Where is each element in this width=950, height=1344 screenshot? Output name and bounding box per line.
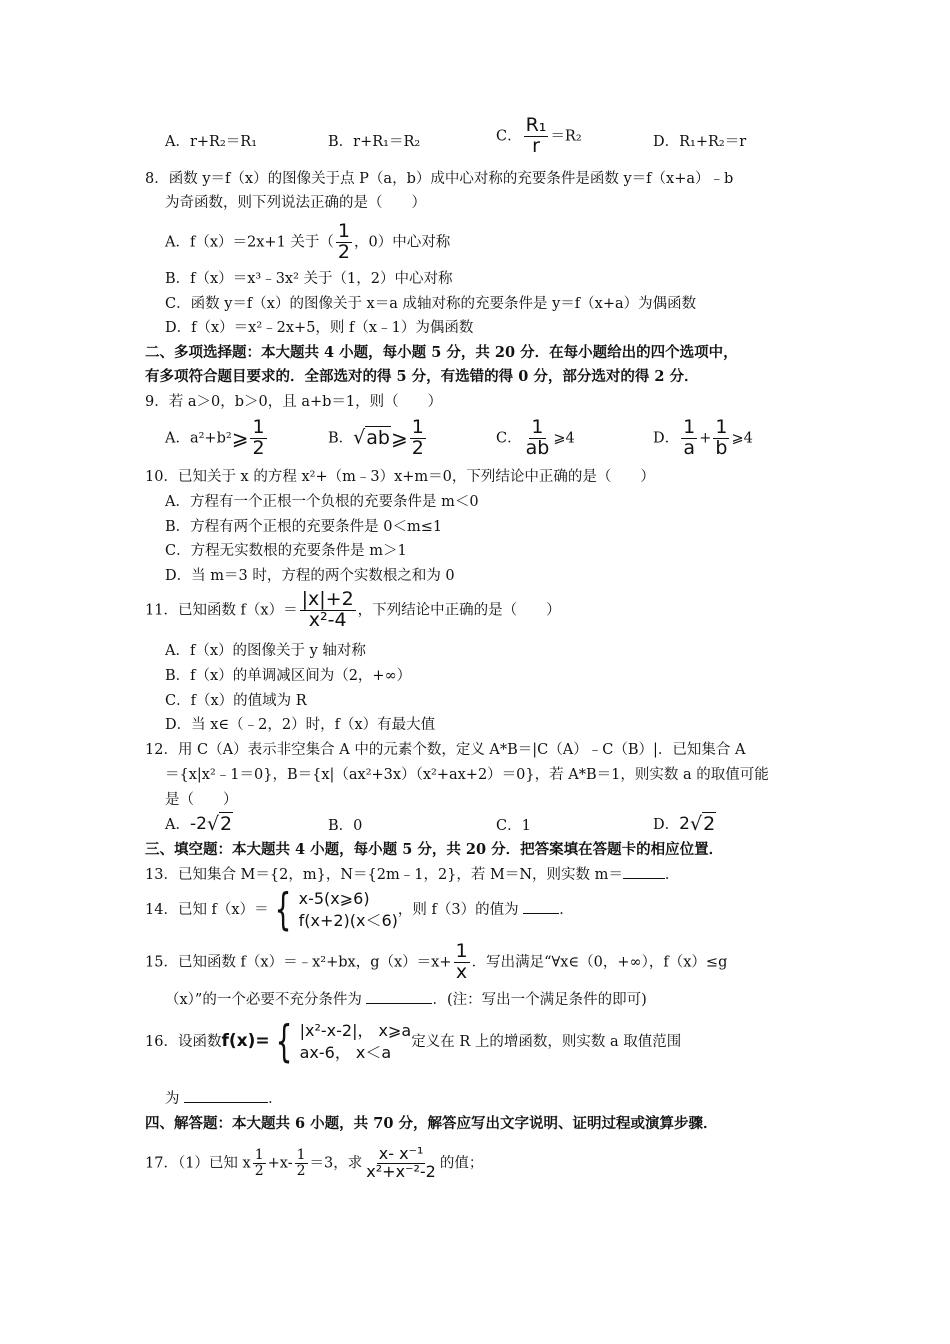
q9-option-b bbox=[328, 418, 428, 459]
q9-a-rel: ⩾ bbox=[231, 425, 249, 450]
q14-case1: x-5(x⩾6) bbox=[298, 889, 370, 909]
q17-den1: 2 bbox=[254, 1162, 264, 1179]
q14-answer-blank[interactable] bbox=[523, 913, 559, 914]
q9-c-prefix: C． bbox=[496, 430, 522, 447]
q12-stem-line1: 12．用 C（A）表示非空集合 A 中的元素个数，定义 A*B＝|C（A）﹣C（B）|．已知集合 A bbox=[145, 742, 746, 758]
q9-c-num: 1 bbox=[531, 416, 544, 438]
q7-c-suffix: ＝R₂ bbox=[550, 128, 582, 145]
q8-option-d: D．f（x）＝x²﹣2x+5，则 f（x﹣1）为偶函数 bbox=[165, 320, 474, 336]
q12-option-d bbox=[653, 813, 716, 837]
q10-option-d: D．当 m＝3 时，方程的两个实数根之和为 0 bbox=[165, 568, 455, 584]
q9-b-den: 2 bbox=[411, 436, 424, 459]
q16-case2: ax-6， x＜a bbox=[299, 1043, 392, 1062]
q12-d-prefix: D． bbox=[653, 816, 680, 833]
q9-b-num: 1 bbox=[411, 416, 424, 438]
q7-c-num: R₁ bbox=[525, 114, 547, 136]
q12-d-radicand: 2 bbox=[703, 813, 716, 835]
q11-option-b: B．f（x）的单调减区间为（2，+∞） bbox=[165, 668, 412, 684]
q17-num1: 1 bbox=[254, 1147, 264, 1164]
q15-answer-blank[interactable] bbox=[366, 1003, 432, 1004]
q9-d-num1: 1 bbox=[683, 416, 696, 438]
q7-option-d: D．R₁+R₂＝r bbox=[653, 134, 747, 150]
section2-heading-line2: 有多项符合题目要求的．全部选对的得 5 分，有选错的得 0 分，部分选对的得 2 分． bbox=[145, 368, 699, 385]
q9-b-rel: ⩾ bbox=[390, 425, 408, 450]
q7-option-a: A．r+R₂＝R₁ bbox=[165, 134, 258, 150]
q11-num: |x|+2 bbox=[301, 588, 354, 610]
q15-prefix: 15．已知函数 f（x）＝﹣x²+bx，g（x）＝x+ bbox=[145, 954, 452, 971]
q9-a-prefix: A．a²+b² bbox=[165, 430, 232, 447]
q12-option-a bbox=[165, 813, 233, 837]
q9-option-d bbox=[653, 418, 753, 459]
q14-stem bbox=[145, 884, 574, 935]
section3-heading: 三、填空题：本大题共 4 小题，每小题 5 分，共 20 分．把答案填在答题卡的相应位置． bbox=[145, 841, 724, 858]
q7-c-label: C． bbox=[496, 128, 522, 145]
q16-answer-blank[interactable] bbox=[184, 1102, 268, 1103]
q13-stem-text: 13．已知集合 M＝{2，m}，N＝{2m﹣1，2}，若 M＝N，则实数 m＝ bbox=[145, 867, 623, 883]
q12-stem-line2: ＝{x|x²﹣1＝0}，B＝{x|（ax²+3x）（x²+ax+2）＝0}，若 A*B＝1，则实数 a 的取值可能 bbox=[165, 767, 769, 783]
left-brace-icon: { bbox=[275, 1016, 293, 1067]
q17-stem bbox=[145, 1146, 483, 1181]
section4-heading: 四、解答题：本大题共 6 小题，共 70 分，解答应写出文字说明、证明过程或演算步骤． bbox=[145, 1115, 718, 1132]
q9-d-prefix: D． bbox=[653, 430, 680, 447]
q8-option-b: B．f（x）＝x³﹣3x² 关于（1，2）中心对称 bbox=[165, 271, 453, 287]
q12-a-prefix: A． bbox=[165, 816, 190, 833]
q11-stem-suffix: ，下列结论中正确的是（ ） bbox=[357, 602, 561, 619]
q16-piecewise bbox=[270, 1016, 412, 1067]
q17-mid: +x- bbox=[267, 1155, 293, 1172]
q15-fraction bbox=[454, 942, 470, 983]
q9-d-plus: + bbox=[699, 430, 712, 447]
q16-suffix: 定义在 R 上的增函数，则实数 a 取值范围 bbox=[411, 1034, 682, 1050]
q15-line2-prefix: （x）”的一个必要不充分条件为 bbox=[165, 992, 367, 1008]
q10-option-c: C．方程无实数根的充要条件是 m＞1 bbox=[165, 543, 407, 559]
q16-case1: |x²-x-2|， x⩾a bbox=[299, 1021, 412, 1041]
q9-a-den: 2 bbox=[252, 436, 265, 459]
q12-d-sqrt: √2 bbox=[689, 813, 716, 835]
q9-stem: 9．若 a＞0，b＞0，且 a+b＝1，则（ ） bbox=[145, 394, 443, 410]
q12-d-coef: 2 bbox=[679, 813, 690, 834]
q14-piecewise bbox=[269, 884, 398, 935]
q10-option-b: B．方程有两个正根的充要条件是 0＜m≤1 bbox=[165, 519, 443, 535]
q17-exp2 bbox=[295, 1148, 308, 1178]
q9-b-radicand: ab bbox=[366, 426, 390, 449]
q15-num: 1 bbox=[455, 940, 468, 962]
q11-stem bbox=[145, 590, 561, 631]
q17-prefix: 17．（1）已知 x bbox=[145, 1155, 251, 1172]
q10-stem: 10．已知关于 x 的方程 x²+（m﹣3）x+m＝0，下列结论中正确的是（ ） bbox=[145, 469, 655, 485]
q17-num2: 1 bbox=[296, 1147, 306, 1164]
q8-a-fraction bbox=[336, 222, 352, 263]
q9-option-c bbox=[496, 418, 575, 459]
q11-option-c: C．f（x）的值域为 R bbox=[165, 693, 307, 709]
q14-end: ． bbox=[559, 902, 574, 918]
q7-c-den: r bbox=[532, 134, 540, 157]
q9-b-prefix: B． bbox=[328, 430, 354, 447]
q9-d-num2: 1 bbox=[715, 416, 728, 438]
q16-prefix: 16．设函数 bbox=[145, 1034, 222, 1050]
q17-big-fraction bbox=[364, 1146, 438, 1181]
q9-d-fraction2 bbox=[713, 418, 729, 459]
q9-b-sqrt: √ab bbox=[353, 426, 390, 449]
q17-exp1 bbox=[253, 1148, 266, 1178]
q16-fx: f(x)= bbox=[221, 1031, 270, 1051]
q13-end: ． bbox=[664, 867, 680, 883]
q7-c-fraction bbox=[524, 116, 549, 157]
q10-option-a: A．方程有一个正根一个负根的充要条件是 m＜0 bbox=[165, 494, 479, 510]
q7-option-b: B．r+R₁＝R₂ bbox=[328, 134, 421, 150]
q7-option-c bbox=[496, 116, 582, 157]
q9-d-suffix: ⩾4 bbox=[731, 430, 753, 447]
section2-heading-line1: 二、多项选择题：本大题共 4 小题，每小题 5 分，共 20 分．在每小题给出的四个选项中， bbox=[145, 344, 738, 361]
q16-line2: 为 bbox=[165, 1091, 185, 1107]
q16-end: ． bbox=[268, 1091, 283, 1107]
q17-bden: x²+x⁻²-2 bbox=[366, 1161, 436, 1181]
q17-suffix: 的值； bbox=[439, 1155, 484, 1172]
q9-b-fraction bbox=[410, 418, 426, 459]
q9-c-fraction bbox=[524, 418, 552, 459]
q17-mid2: ＝3，求 bbox=[309, 1155, 363, 1172]
q9-c-suffix: ⩾4 bbox=[553, 430, 575, 447]
q15-line2-suffix: ．(注：写出一个满足条件的即可) bbox=[432, 992, 647, 1008]
q11-option-d: D．当 x∈（﹣2，2）时，f（x）有最大值 bbox=[165, 717, 436, 733]
q11-den: x²-4 bbox=[308, 608, 347, 631]
q12-option-c: C．1 bbox=[496, 818, 531, 834]
q8-a-num: 1 bbox=[337, 220, 350, 242]
q8-a-den: 2 bbox=[337, 240, 350, 263]
q11-fraction bbox=[300, 590, 356, 631]
q15-stem-line1 bbox=[145, 942, 727, 983]
q8-a-suffix: ，0）中心对称 bbox=[354, 234, 451, 251]
q9-option-a bbox=[165, 418, 269, 459]
q15-den: x bbox=[455, 960, 468, 983]
q11-stem-prefix: 11．已知函数 f（x）＝ bbox=[145, 602, 298, 619]
left-brace-icon: { bbox=[274, 884, 292, 935]
q8-option-c: C．函数 y＝f（x）的图像关于 x＝a 成轴对称的充要条件是 y＝f（x+a）为偶函数 bbox=[165, 296, 697, 312]
q9-d-den1: a bbox=[683, 436, 696, 459]
q12-a-radicand: 2 bbox=[220, 813, 233, 835]
q9-a-fraction bbox=[250, 418, 266, 459]
q16-stem-line1 bbox=[145, 1016, 682, 1067]
q12-option-b: B．0 bbox=[328, 818, 363, 834]
q8-stem-line1: 8．函数 y＝f（x）的图像关于点 P（a，b）成中心对称的充要条件是函数 y＝f（x+a）﹣b bbox=[145, 171, 734, 187]
q9-c-den: ab bbox=[525, 436, 550, 459]
q14-prefix: 14．已知 f（x）＝ bbox=[145, 902, 269, 918]
q15-suffix: ．写出满足“∀x∈（0，+∞），f（x）≤g bbox=[471, 954, 728, 971]
q16-stem-line2 bbox=[165, 1090, 283, 1108]
q17-bnum: x- x⁻¹ bbox=[378, 1144, 424, 1163]
q11-option-a: A．f（x）的图像关于 y 轴对称 bbox=[165, 643, 366, 659]
q9-d-fraction1 bbox=[681, 418, 697, 459]
q13-stem bbox=[145, 866, 679, 884]
q17-den2: 2 bbox=[296, 1162, 306, 1179]
q15-stem-line2 bbox=[165, 991, 647, 1009]
q14-case2: f(x+2)(x＜6) bbox=[298, 911, 398, 930]
q12-a-sqrt: √2 bbox=[206, 813, 233, 835]
q12-a-sign: -2 bbox=[189, 813, 207, 834]
q13-answer-blank[interactable] bbox=[623, 878, 665, 879]
q14-suffix: ，则 f（3）的值为 bbox=[397, 902, 524, 918]
q9-d-den2: b bbox=[715, 436, 728, 459]
q12-stem-line3: 是（ ） bbox=[165, 792, 238, 808]
q9-a-num: 1 bbox=[252, 416, 265, 438]
q8-option-a bbox=[165, 222, 450, 263]
q8-a-prefix: A．f（x）＝2x+1 关于（ bbox=[165, 234, 334, 251]
q8-stem-line2: 为奇函数，则下列说法正确的是（ ） bbox=[165, 195, 426, 211]
